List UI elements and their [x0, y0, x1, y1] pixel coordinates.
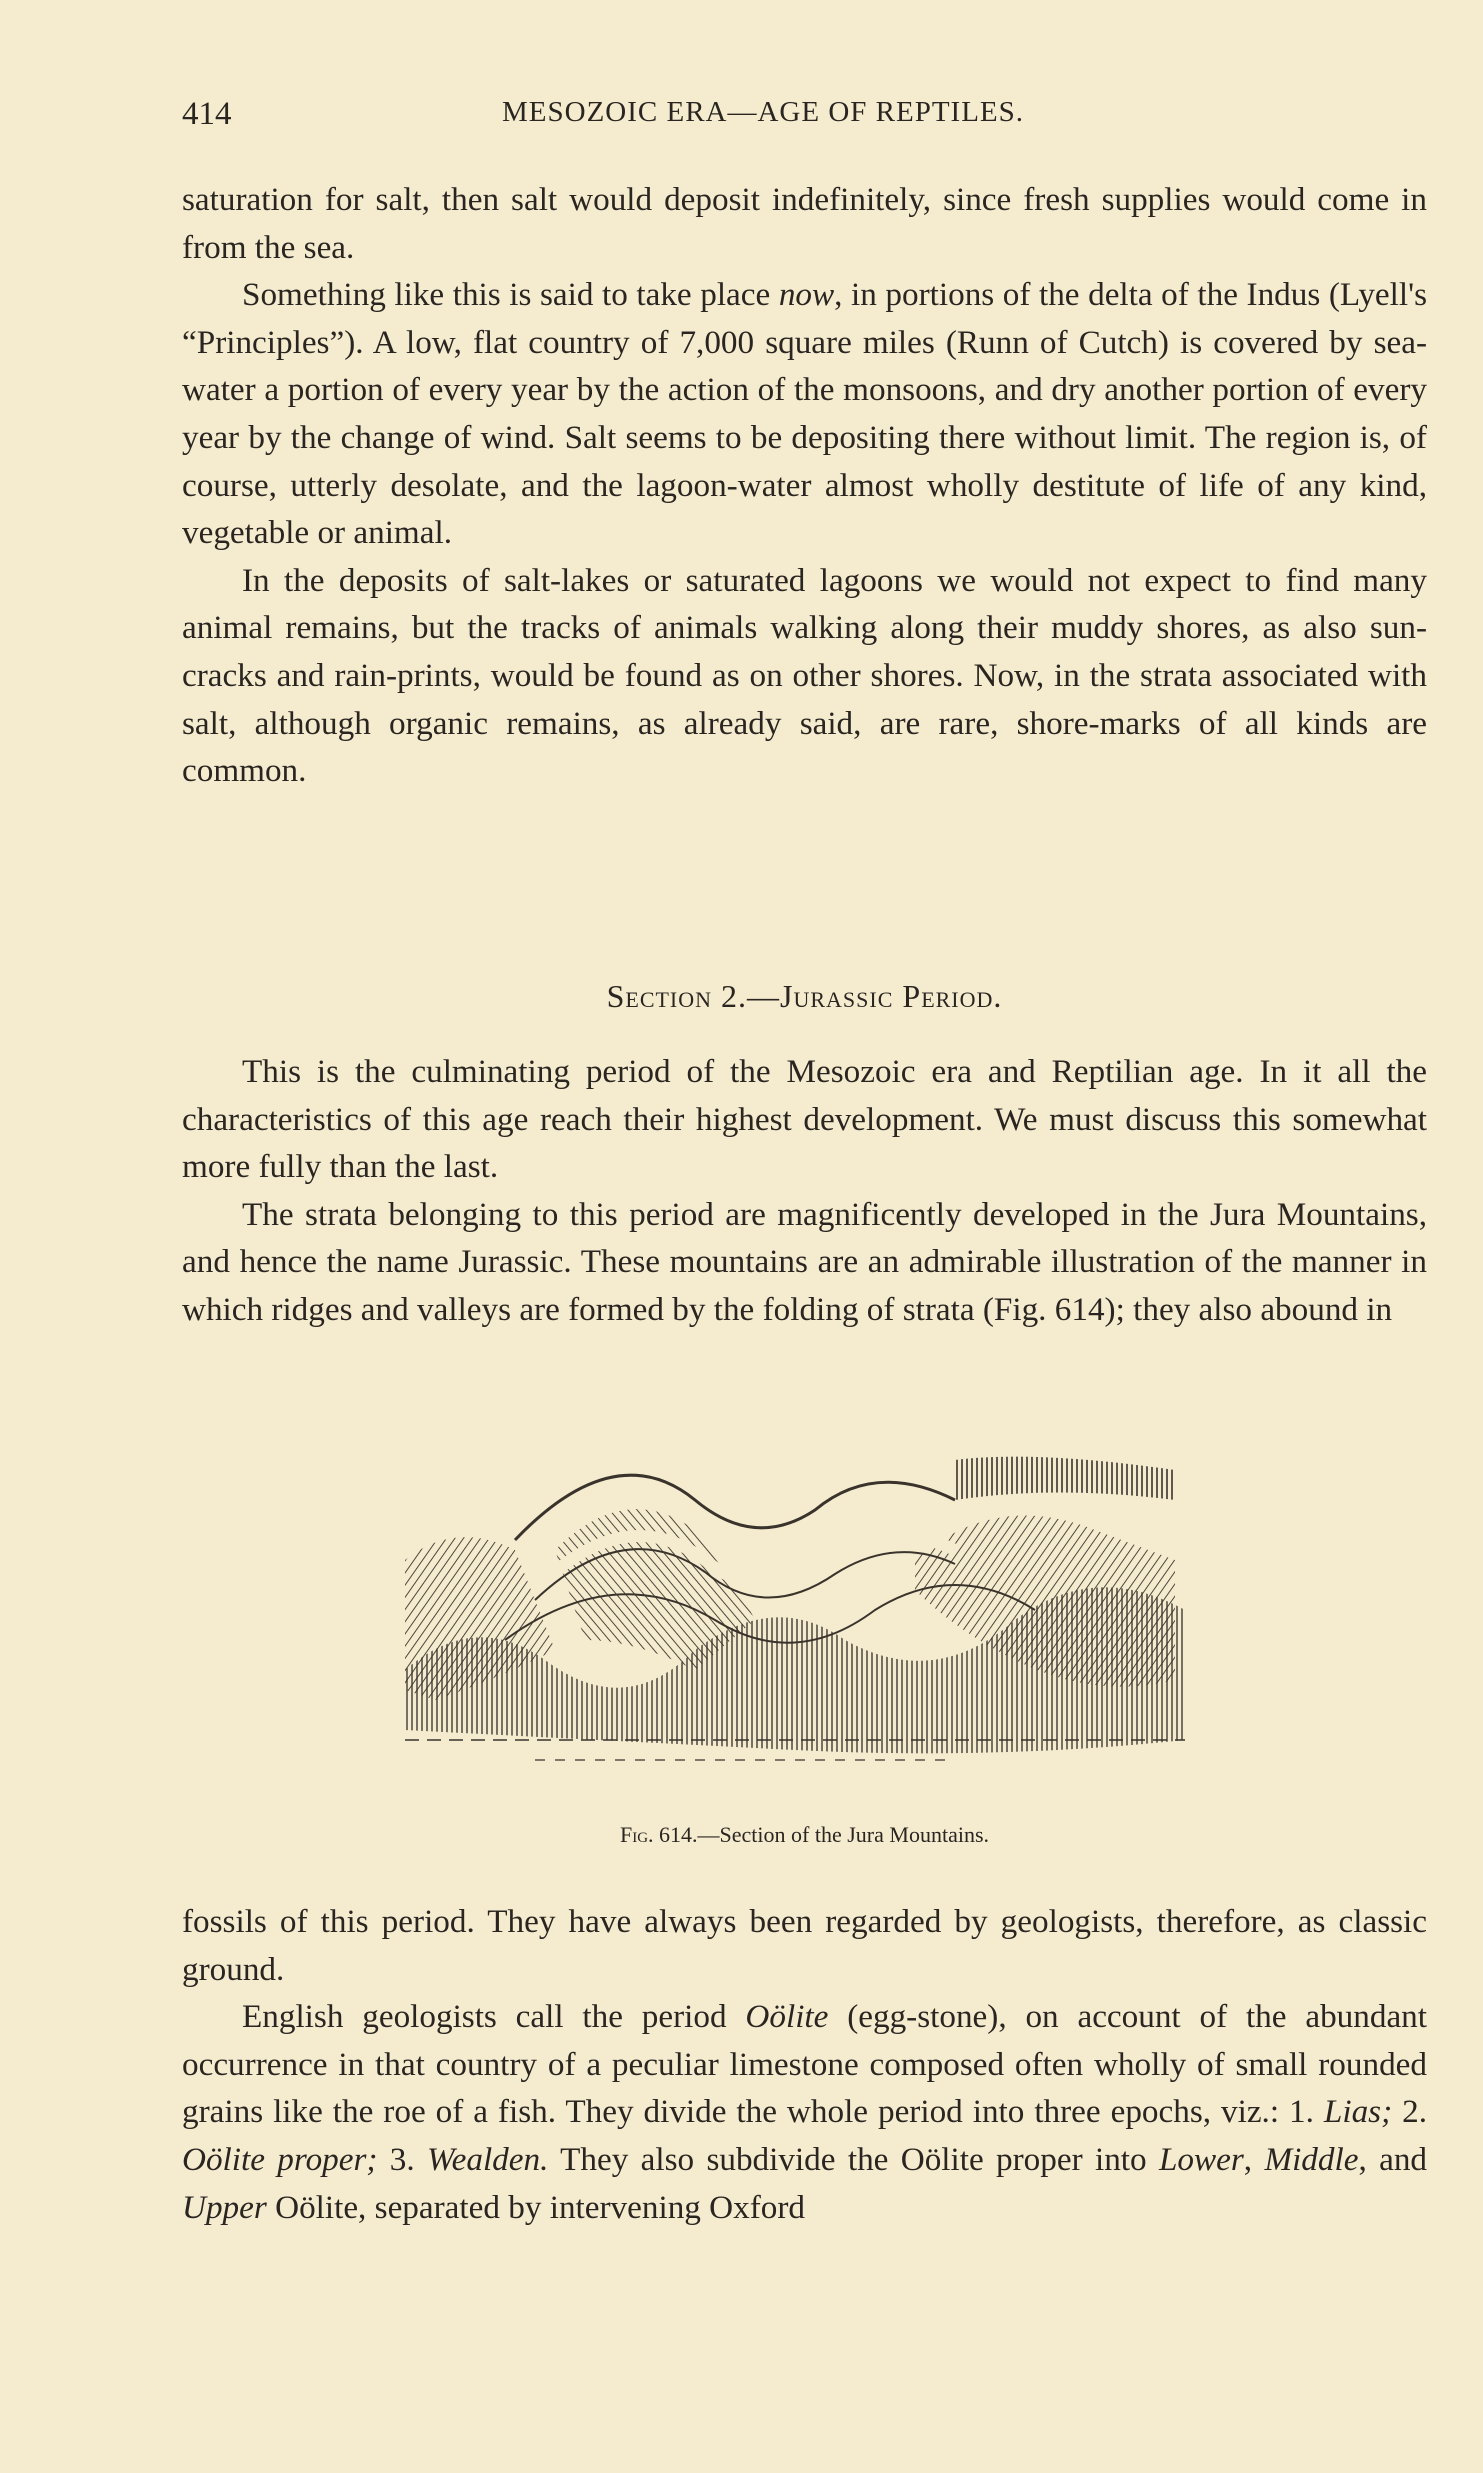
text-block-bottom: [182, 1898, 1427, 2231]
figure-label: Fig. 614.: [619, 1822, 698, 1847]
text-run: English geologists call the period: [242, 1998, 746, 2036]
paragraph-classic-ground: fossils of this period. They have always been regarded by geologists, therefore, as classic ground.: [182, 1903, 1427, 1988]
italic-middle: Middle: [1264, 2140, 1359, 2178]
text-run: (egg-stone), on account of the abundant occurrence in that country of a peculiar limestone composed often wholly of small rounded grains like the roe of a fish. They divide the whole period into three epochs, viz.: 1.: [182, 1998, 1427, 2131]
text-run: , and: [1358, 2140, 1428, 2178]
page-header: [182, 96, 1393, 140]
text-block-top: [182, 176, 1427, 795]
text-run: Something like this is said to take place: [242, 276, 779, 314]
figure-caption-text: —Section of the Jura Mountains.: [697, 1822, 990, 1847]
italic-oolite-proper: Oölite proper;: [182, 2140, 378, 2178]
top-hatching: [955, 1457, 1175, 1500]
text-run: Oölite, separated by intervening Oxford: [266, 2188, 806, 2226]
text-run: They also subdivide the Oölite proper into: [548, 2140, 1159, 2178]
italic-lower: Lower: [1158, 2140, 1244, 2178]
italic-lias: Lias;: [1323, 2093, 1393, 2131]
text-block-mid: [182, 1048, 1427, 1334]
jura-section-illustration: [395, 1440, 1215, 1820]
section-heading: Section 2.—Jurassic Period.: [606, 978, 1003, 1014]
paragraph-indus: [182, 271, 1427, 557]
text-run: , in portions of the delta of the Indus (Lyell's “Principles”). A low, flat country of 7,000 square miles (Runn of Cutch) is covered by sea-water a portion of every year by the action of the monsoons, and dry another portion of every year by the change of wind. Salt seems to be depositing there without limit. The region is, of course, utterly desolate, and the lagoon-water almost wholly destitute of life of any kind, vegetable or animal.: [182, 276, 1427, 552]
paragraph-salt-lakes: In the deposits of salt-lakes or saturated lagoons we would not expect to find many animal remains, but the tracks of animals walking along their muddy shores, as also sun-cracks and rain-prints, would be found as on other shores. Now, in the strata associated with salt, although organic remains, as already said, are rare, shore-marks of all kinds are common.: [182, 561, 1427, 790]
paragraph-continuation: saturation for salt, then salt would deposit indefinitely, since fresh supplies would come in from the sea.: [182, 181, 1427, 266]
page-number: 414: [182, 96, 232, 132]
running-head: MESOZOIC ERA—AGE OF REPTILES.: [502, 96, 1025, 128]
italic-oolite: Oölite: [745, 1998, 829, 2036]
paragraph-culminating: This is the culminating period of the Mesozoic era and Reptilian age. In it all the characteristics of this age reach their highest development. We must discuss this somewhat more fully than the last.: [182, 1053, 1427, 1186]
text-run: ,: [1243, 2140, 1265, 2178]
figure-caption: [182, 1822, 1427, 1848]
text-run: 3.: [377, 2140, 428, 2178]
italic-now: now: [778, 276, 835, 314]
text-run: 2.: [1392, 2093, 1427, 2131]
paragraph-jura-strata: The strata belonging to this period are magnificently developed in the Jura Mountains, and hence the name Jurassic. These mountains are an admirable illustration of the manner in which ridges and valleys are formed by the folding of strata (Fig. 614); they also abound in: [182, 1195, 1427, 1328]
italic-upper: Upper: [182, 2188, 267, 2226]
italic-wealden: Wealden.: [427, 2140, 549, 2178]
paragraph-oolite: [182, 1993, 1427, 2231]
